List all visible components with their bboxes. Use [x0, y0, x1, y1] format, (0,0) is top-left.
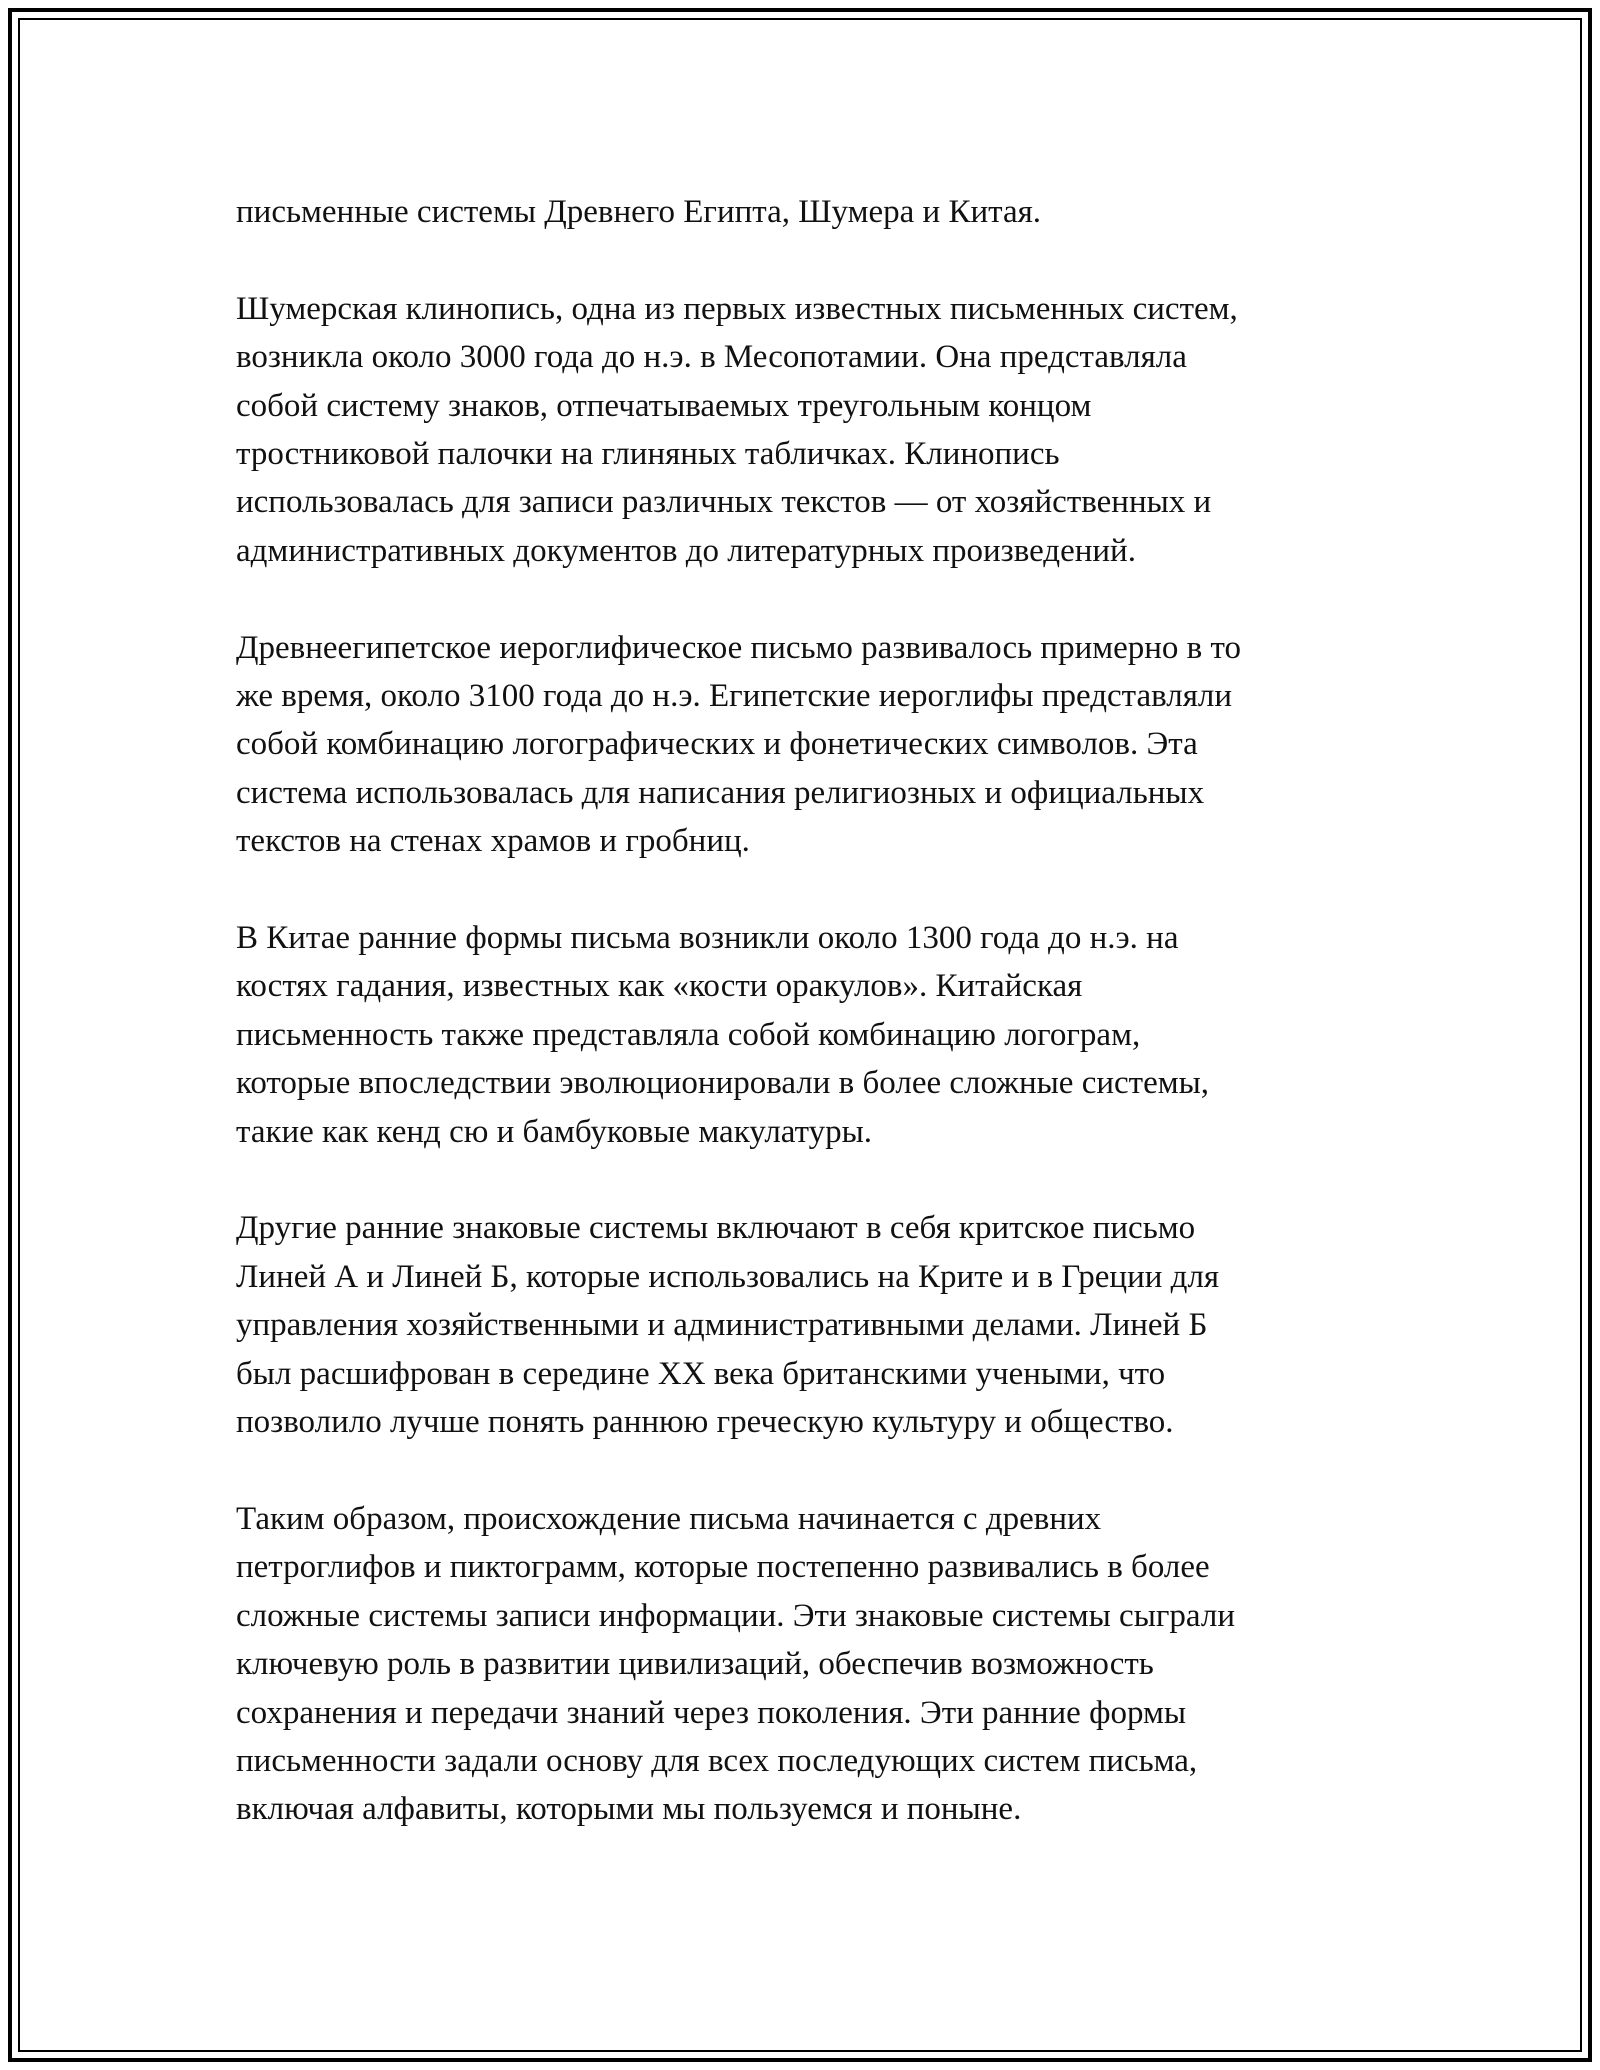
paragraph [236, 914, 1366, 1156]
text-line: сохранения и передачи знаний через поколения. Эти ранние формы [236, 1694, 1187, 1731]
text-line: письменность также представляла собой комбинацию логограм, [236, 1016, 1141, 1053]
text-line: сложные системы записи информации. Эти знаковые системы сыграли [236, 1597, 1235, 1634]
text-line: петроглифов и пиктограмм, которые постепенно развивались в более [236, 1549, 1210, 1586]
text-line: собой систему знаков, отпечатываемых треугольным концом [236, 387, 1092, 424]
paragraph [236, 285, 1366, 575]
text-line: Таким образом, происхождение письма начинается с древних [236, 1500, 1102, 1537]
paragraph [236, 1495, 1366, 1834]
text-line: Шумерская клинопись, одна из первых известных письменных систем, [236, 290, 1238, 327]
paragraph [236, 1204, 1366, 1446]
text-line: же время, около 3100 года до н.э. Египетские иероглифы представляли [236, 678, 1233, 715]
text-line: письменные системы Древнего Египта, Шумера и Китая. [236, 194, 1042, 230]
text-line: управления хозяйственными и административными делами. Линей Б [236, 1307, 1208, 1344]
text-line: позволило лучше понять раннюю греческую культуру и общество. [236, 1404, 1174, 1441]
text-line: такие как кенд сю и бамбуковые макулатуры. [236, 1113, 872, 1150]
paragraph [236, 188, 1366, 236]
text-line: использовалась для записи различных текстов — от хозяйственных и [236, 484, 1212, 521]
text-line: тростниковой палочки на глиняных табличках. Клинопись [236, 436, 1060, 473]
text-line: административных документов до литературных произведений. [236, 532, 1136, 569]
text-line: текстов на стенах храмов и гробниц. [236, 823, 750, 860]
text-line: возникла около 3000 года до н.э. в Месопотамии. Она представляла [236, 339, 1187, 376]
text-line: костях гадания, известных как «кости оракулов». Китайская [236, 968, 1083, 1005]
text-line: Линей А и Линей Б, которые использовались на Крите и в Греции для [236, 1258, 1220, 1295]
text-line: В Китае ранние формы письма возникли около 1300 года до н.э. на [236, 920, 1179, 957]
text-line: Другие ранние знаковые системы включают в себя критское письмо [236, 1210, 1196, 1247]
document-body [236, 188, 1366, 1834]
text-line: включая алфавиты, которыми мы пользуемся и поныне. [236, 1791, 1022, 1828]
text-line: система использовалась для написания религиозных и официальных [236, 774, 1205, 811]
text-line: собой комбинацию логографических и фонетических символов. Эта [236, 726, 1198, 763]
paragraph [236, 624, 1366, 866]
text-line: Древнеегипетское иероглифическое письмо развивалось примерно в то [236, 629, 1242, 666]
text-line: письменности задали основу для всех последующих систем письма, [236, 1742, 1198, 1779]
text-line: которые впоследствии эволюционировали в более сложные системы, [236, 1065, 1210, 1102]
text-line: был расшифрован в середине XX века британскими учеными, что [236, 1355, 1166, 1392]
text-line: ключевую роль в развитии цивилизаций, обеспечив возможность [236, 1646, 1154, 1683]
